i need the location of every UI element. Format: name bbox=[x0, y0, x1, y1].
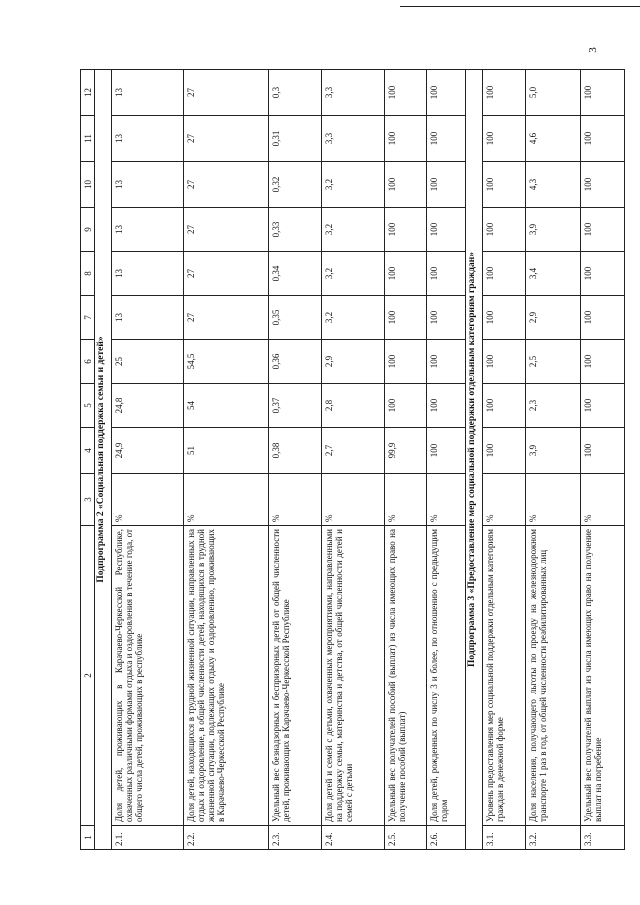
row-value: 100 bbox=[385, 162, 427, 208]
table-row bbox=[321, 70, 384, 850]
row-description: Доля детей и семей с детьми, охваченных мероприятиями, направленными на поддержку семьи, материнства и детства, от общей численности детей и семей с детьми bbox=[321, 526, 384, 826]
row-value: 27 bbox=[183, 208, 268, 252]
row-value: 100 bbox=[581, 208, 625, 252]
row-value: 51 bbox=[183, 428, 268, 474]
row-value: 13 bbox=[111, 162, 183, 208]
row-unit: % bbox=[183, 474, 268, 526]
section-title: Подпрограмма 3 «Предоставление мер социальной поддержки отдельным категориям граждан» bbox=[466, 70, 482, 850]
row-value: 100 bbox=[581, 384, 625, 428]
row-value: 3,3 bbox=[321, 70, 384, 116]
row-value: 100 bbox=[482, 162, 526, 208]
row-code: 2.6. bbox=[426, 826, 465, 850]
row-value: 100 bbox=[482, 116, 526, 162]
row-description: Удельный вес получателей выплат из числа имеющих право на получение выплат на погребение bbox=[581, 526, 625, 826]
col-number: 2 bbox=[81, 526, 95, 826]
table-row bbox=[581, 70, 625, 850]
row-value: 99,9 bbox=[385, 428, 427, 474]
table-row bbox=[183, 70, 268, 850]
row-value: 3,9 bbox=[526, 208, 581, 252]
col-number: 9 bbox=[81, 208, 95, 252]
section-header bbox=[95, 70, 111, 850]
row-value: 100 bbox=[482, 252, 526, 296]
row-value: 0,32 bbox=[269, 162, 322, 208]
table-row bbox=[426, 70, 465, 850]
row-description: Доля детей, рожденных по числу 3 и более, по отношению с предыдущим годом bbox=[426, 526, 465, 826]
row-value: 4,3 bbox=[526, 162, 581, 208]
row-value: 0,35 bbox=[269, 296, 322, 340]
row-code: 2.4. bbox=[321, 826, 384, 850]
table-row bbox=[526, 70, 581, 850]
row-value: 0,36 bbox=[269, 340, 322, 384]
row-value: 100 bbox=[426, 384, 465, 428]
row-value: 2,9 bbox=[321, 340, 384, 384]
page-number: 3 bbox=[586, 47, 599, 53]
row-value: 2,5 bbox=[526, 340, 581, 384]
col-number: 5 bbox=[81, 384, 95, 428]
row-value: 100 bbox=[426, 252, 465, 296]
row-value: 100 bbox=[426, 428, 465, 474]
row-value: 13 bbox=[111, 208, 183, 252]
row-unit: % bbox=[581, 474, 625, 526]
row-value: 0,31 bbox=[269, 116, 322, 162]
row-code: 3.2. bbox=[526, 826, 581, 850]
row-value: 100 bbox=[426, 296, 465, 340]
row-unit: % bbox=[385, 474, 427, 526]
row-value: 100 bbox=[482, 208, 526, 252]
top-rule bbox=[400, 6, 640, 7]
row-value: 100 bbox=[385, 340, 427, 384]
row-value: 3,4 bbox=[526, 252, 581, 296]
col-number: 3 bbox=[81, 474, 95, 526]
row-value: 100 bbox=[482, 428, 526, 474]
row-description: Удельный вес безнадзорных и беспризорных детей от общей численности детей, проживающих в Карачаево-Черкесской Республике bbox=[269, 526, 322, 826]
row-description: Доля детей, проживающих в Карачаево-Черкесской Республике, охваченных различными формами отдыха и оздоровления в течение года, от общего числа детей, проживающих в республике bbox=[111, 526, 183, 826]
row-value: 100 bbox=[385, 384, 427, 428]
row-value: 100 bbox=[385, 70, 427, 116]
row-value: 100 bbox=[581, 252, 625, 296]
row-value: 24,8 bbox=[111, 384, 183, 428]
row-value: 100 bbox=[581, 340, 625, 384]
section-header bbox=[466, 70, 482, 850]
row-value: 2,7 bbox=[321, 428, 384, 474]
row-value: 0,3 bbox=[269, 70, 322, 116]
row-description: Удельный вес получателей пособий (выплат) из числа имеющих право на получение пособий (выплат) bbox=[385, 526, 427, 826]
row-value: 2,3 bbox=[526, 384, 581, 428]
row-value: 13 bbox=[111, 70, 183, 116]
table-row bbox=[482, 70, 526, 850]
row-value: 100 bbox=[482, 70, 526, 116]
col-number: 6 bbox=[81, 340, 95, 384]
table-row bbox=[111, 70, 183, 850]
row-value: 0,37 bbox=[269, 384, 322, 428]
row-value: 100 bbox=[426, 162, 465, 208]
row-value: 100 bbox=[482, 384, 526, 428]
section-title: Подпрограмма 2 «Социальная поддержка семьи и детей» bbox=[95, 70, 111, 850]
row-value: 3,2 bbox=[321, 296, 384, 340]
row-value: 3,3 bbox=[321, 116, 384, 162]
row-value: 100 bbox=[426, 340, 465, 384]
row-value: 27 bbox=[183, 162, 268, 208]
row-value: 100 bbox=[482, 296, 526, 340]
col-number: 10 bbox=[81, 162, 95, 208]
row-value: 24,9 bbox=[111, 428, 183, 474]
row-value: 100 bbox=[426, 208, 465, 252]
row-code: 3.1. bbox=[482, 826, 526, 850]
row-value: 100 bbox=[581, 70, 625, 116]
row-value: 100 bbox=[581, 296, 625, 340]
row-value: 2,9 bbox=[526, 296, 581, 340]
row-value: 4,6 bbox=[526, 116, 581, 162]
row-unit: % bbox=[426, 474, 465, 526]
row-value: 100 bbox=[426, 70, 465, 116]
row-code: 2.2. bbox=[183, 826, 268, 850]
row-unit: % bbox=[482, 474, 526, 526]
row-value: 27 bbox=[183, 296, 268, 340]
row-value: 13 bbox=[111, 252, 183, 296]
row-code: 2.1. bbox=[111, 826, 183, 850]
row-value: 3,9 bbox=[526, 428, 581, 474]
rotated-page bbox=[80, 70, 625, 850]
row-value: 3,2 bbox=[321, 162, 384, 208]
row-code: 2.5. bbox=[385, 826, 427, 850]
row-unit: % bbox=[526, 474, 581, 526]
row-value: 2,8 bbox=[321, 384, 384, 428]
row-description: Доля детей, находящихся в трудной жизненной ситуации, направленных на отдых и оздоровление, в общей численности детей, находящихся в трудной жизненной ситуации, подлежащих отдыху и оздоровлению, проживающих в Карачаево-Черкесской Республике bbox=[183, 526, 268, 826]
col-number: 8 bbox=[81, 252, 95, 296]
row-unit: % bbox=[111, 474, 183, 526]
row-value: 13 bbox=[111, 296, 183, 340]
col-number: 12 bbox=[81, 70, 95, 116]
col-number: 4 bbox=[81, 428, 95, 474]
row-value: 100 bbox=[482, 340, 526, 384]
row-value: 54,5 bbox=[183, 340, 268, 384]
col-number: 7 bbox=[81, 296, 95, 340]
row-code: 3.3. bbox=[581, 826, 625, 850]
row-value: 3,2 bbox=[321, 208, 384, 252]
row-value: 100 bbox=[581, 428, 625, 474]
row-value: 100 bbox=[385, 296, 427, 340]
row-value: 100 bbox=[385, 208, 427, 252]
row-value: 0,34 bbox=[269, 252, 322, 296]
row-value: 100 bbox=[581, 116, 625, 162]
row-unit: % bbox=[269, 474, 322, 526]
table-row bbox=[385, 70, 427, 850]
column-number-row bbox=[81, 70, 95, 850]
row-value: 27 bbox=[183, 252, 268, 296]
row-value: 0,33 bbox=[269, 208, 322, 252]
row-value: 100 bbox=[426, 116, 465, 162]
row-value: 100 bbox=[385, 252, 427, 296]
row-description: Доля населения, получающего льготы по проезду на железнодорожном транспорте 1 раз в год, от общей численности реабилитированных лиц bbox=[526, 526, 581, 826]
row-value: 27 bbox=[183, 116, 268, 162]
indicators-table bbox=[80, 69, 625, 850]
row-value: 27 bbox=[183, 70, 268, 116]
row-value: 0,38 bbox=[269, 428, 322, 474]
col-number: 11 bbox=[81, 116, 95, 162]
col-number: 1 bbox=[81, 826, 95, 850]
row-code: 2.3. bbox=[269, 826, 322, 850]
row-value: 54 bbox=[183, 384, 268, 428]
table-row bbox=[269, 70, 322, 850]
row-value: 3,2 bbox=[321, 252, 384, 296]
row-value: 100 bbox=[385, 116, 427, 162]
row-value: 13 bbox=[111, 116, 183, 162]
row-value: 100 bbox=[581, 162, 625, 208]
row-unit: % bbox=[321, 474, 384, 526]
row-value: 25 bbox=[111, 340, 183, 384]
row-value: 5,0 bbox=[526, 70, 581, 116]
row-description: Уровень предоставления мер социальной поддержки отдельным категориям граждан в денежной форме bbox=[482, 526, 526, 826]
